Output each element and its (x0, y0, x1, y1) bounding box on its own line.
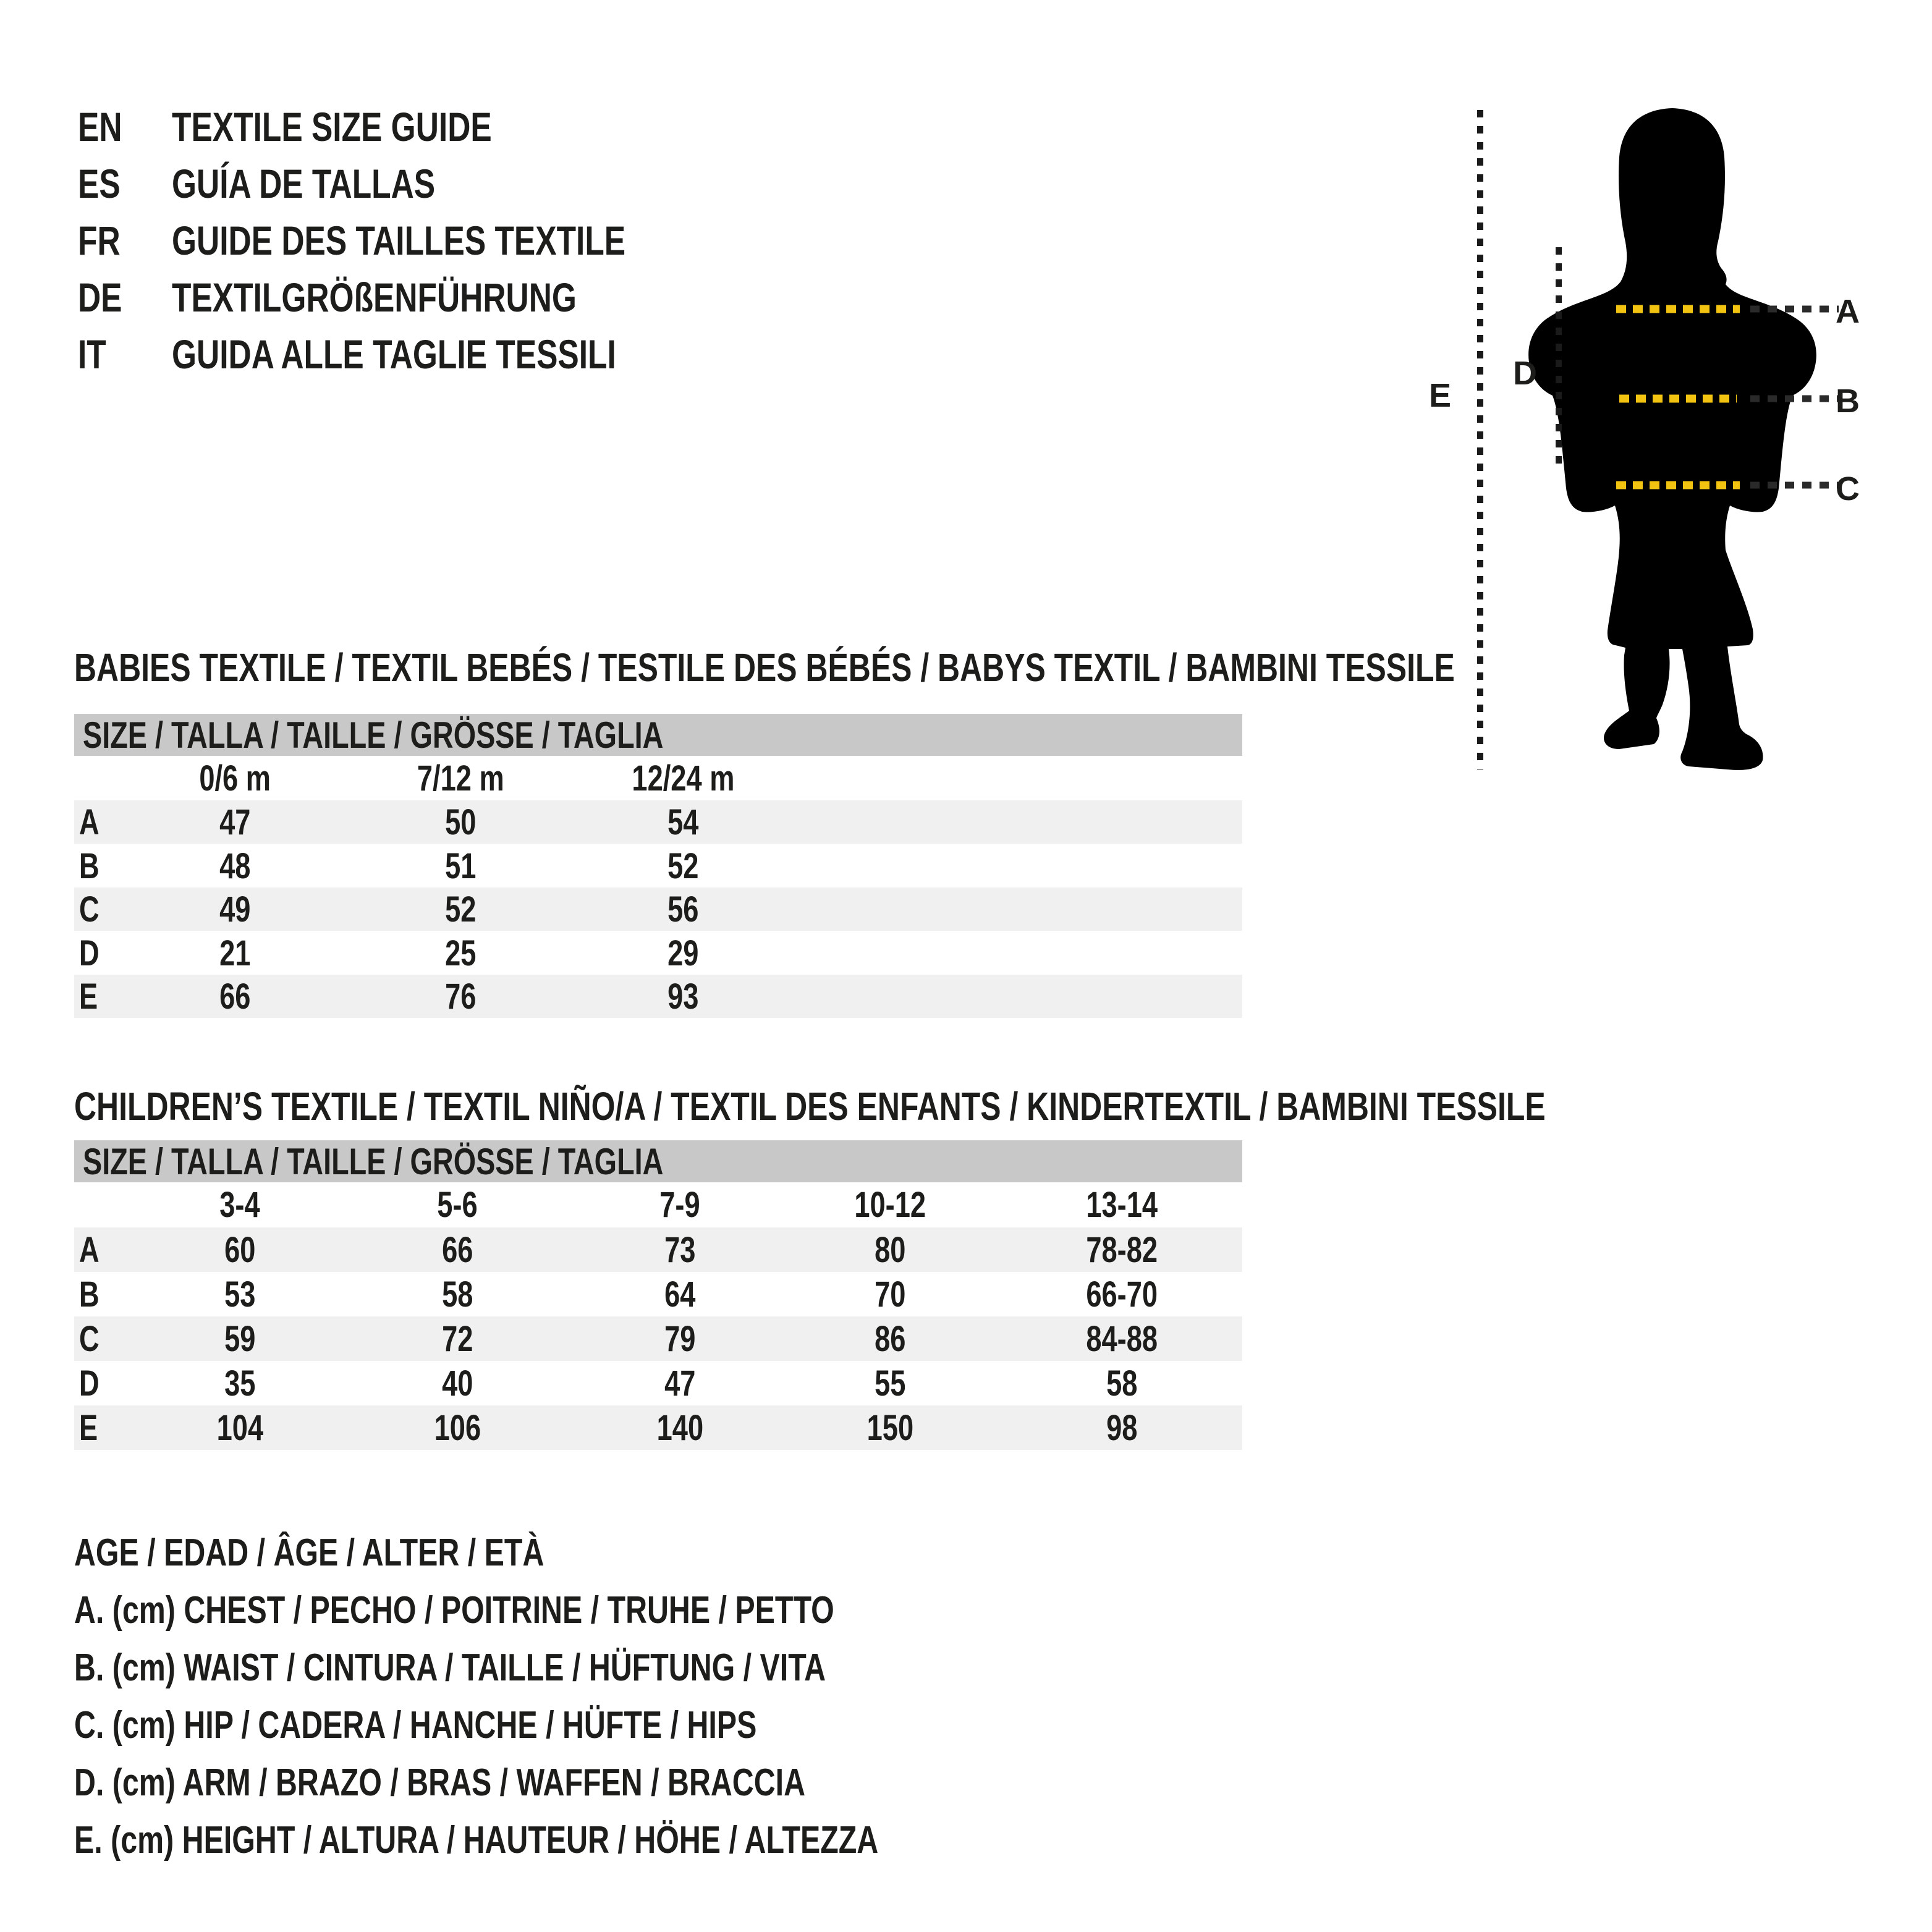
column-header: 10-12 (854, 1185, 926, 1225)
cell: 40 (441, 1363, 473, 1404)
row-label: D (79, 1363, 100, 1404)
lang-code-label: FR (78, 218, 121, 263)
cell: 78-82 (1086, 1229, 1158, 1270)
cell: 52 (667, 845, 699, 886)
table-row (74, 1227, 1242, 1272)
cell: 150 (866, 1407, 913, 1448)
page-title-de: TEXTILGRÖßENFÜHRUNG (172, 274, 577, 320)
lang-code-label: IT (78, 331, 106, 377)
cell: 49 (219, 889, 251, 930)
cell: 60 (224, 1229, 256, 1270)
children-section-heading: CHILDREN’S TEXTILE / TEXTIL NIÑO/A / TEXTIL DES ENFANTS / KINDERTEXTIL / BAMBINI TESSILE (74, 1084, 1546, 1129)
page-title-es: GUÍA DE TALLAS (172, 161, 436, 206)
marker-e-height: E (1429, 377, 1452, 414)
row-label: C (79, 889, 100, 930)
table-row (74, 931, 1242, 975)
cell: 93 (667, 976, 699, 1017)
cell: 50 (444, 802, 477, 842)
cell: 66-70 (1086, 1274, 1158, 1315)
column-header: 3-4 (219, 1185, 260, 1225)
children-column-header-row (74, 1182, 1242, 1227)
marker-b-waist: B (1836, 383, 1860, 420)
cell: 84-88 (1086, 1318, 1158, 1359)
babies-section-heading: BABIES TEXTILE / TEXTIL BEBÉS / TESTILE DES BÉBÉS / BABYS TEXTIL / BAMBINI TESSILE (74, 645, 1455, 690)
cell: 66 (219, 976, 251, 1017)
cell: 52 (444, 889, 477, 930)
legend-chest-line: A. (cm) CHEST / PECHO / POITRINE / TRUHE / PETTO (74, 1589, 834, 1632)
cell: 79 (664, 1318, 696, 1359)
lang-code-label: EN (78, 104, 122, 150)
row-label: B (79, 1274, 100, 1315)
marker-d-arm: D (1513, 355, 1537, 392)
cell: 98 (1106, 1407, 1138, 1448)
legend-height-line: E. (cm) HEIGHT / ALTURA / HAUTEUR / HÖHE / ALTEZZA (74, 1819, 879, 1862)
children-size-bar: SIZE / TALLA / TAILLE / GRÖSSE / TAGLIA (74, 1140, 1242, 1182)
legend-age-line: AGE / EDAD / ÂGE / ALTER / ETÀ (74, 1532, 544, 1574)
cell: 80 (874, 1229, 906, 1270)
table-row (74, 1272, 1242, 1316)
table-row (74, 1361, 1242, 1405)
lang-row-en (78, 98, 582, 155)
row-label: E (79, 1407, 98, 1448)
cell: 86 (874, 1318, 906, 1359)
row-label: A (79, 802, 100, 842)
row-label: C (79, 1318, 100, 1359)
babies-column-header-row (74, 756, 1242, 800)
row-label: B (79, 845, 100, 886)
cell: 106 (434, 1407, 481, 1448)
cell: 140 (656, 1407, 703, 1448)
cell: 54 (667, 802, 699, 842)
table-row (74, 800, 1242, 844)
cell: 47 (664, 1363, 696, 1404)
cell: 64 (664, 1274, 696, 1315)
marker-a-chest: A (1836, 293, 1860, 330)
legend-waist-line: B. (cm) WAIST / CINTURA / TAILLE / HÜFTUNG / VITA (74, 1646, 826, 1689)
row-label: A (79, 1229, 100, 1270)
table-row (74, 1316, 1242, 1361)
cell: 58 (441, 1274, 473, 1315)
table-row (74, 1405, 1242, 1450)
lang-row-de (78, 269, 691, 326)
cell: 58 (1106, 1363, 1138, 1404)
page-title-fr: GUIDE DES TAILLES TEXTILE (172, 218, 626, 263)
page-title-it: GUIDA ALLE TAGLIE TESSILI (172, 331, 616, 377)
table-row (74, 975, 1242, 1018)
cell: 59 (224, 1318, 256, 1359)
cell: 48 (219, 845, 251, 886)
lang-row-es (78, 155, 509, 212)
lang-row-it (78, 326, 742, 383)
legend-arm-line: D. (cm) ARM / BRAZO / BRAS / WAFFEN / BRACCIA (74, 1761, 806, 1804)
cell: 21 (219, 933, 251, 973)
cell: 72 (441, 1318, 473, 1359)
column-header: 12/24 m (631, 758, 734, 799)
cell: 51 (444, 845, 477, 886)
lang-row-fr (78, 212, 753, 269)
column-header: 0/6 m (199, 758, 271, 799)
table-row (74, 888, 1242, 931)
cell: 29 (667, 933, 699, 973)
cell: 56 (667, 889, 699, 930)
babies-size-bar: SIZE / TALLA / TAILLE / GRÖSSE / TAGLIA (74, 714, 1242, 756)
lang-code-label: DE (78, 274, 122, 320)
table-row (74, 844, 1242, 888)
cell: 53 (224, 1274, 256, 1315)
marker-c-hip: C (1836, 470, 1860, 507)
cell: 70 (874, 1274, 906, 1315)
column-header: 5-6 (437, 1185, 478, 1225)
row-label: E (79, 976, 98, 1017)
cell: 104 (216, 1407, 263, 1448)
cell: 47 (219, 802, 251, 842)
cell: 55 (874, 1363, 906, 1404)
cell: 73 (664, 1229, 696, 1270)
column-header: 7-9 (659, 1185, 700, 1225)
column-header: 7/12 m (417, 758, 504, 799)
column-header: 13-14 (1086, 1185, 1158, 1225)
row-label: D (79, 933, 100, 973)
legend-hip-line: C. (cm) HIP / CADERA / HANCHE / HÜFTE / HIPS (74, 1704, 757, 1747)
cell: 66 (441, 1229, 473, 1270)
cell: 76 (444, 976, 477, 1017)
lang-code-label: ES (78, 161, 121, 206)
cell: 35 (224, 1363, 256, 1404)
cell: 25 (444, 933, 477, 973)
page-title: TEXTILE SIZE GUIDE (172, 104, 492, 150)
